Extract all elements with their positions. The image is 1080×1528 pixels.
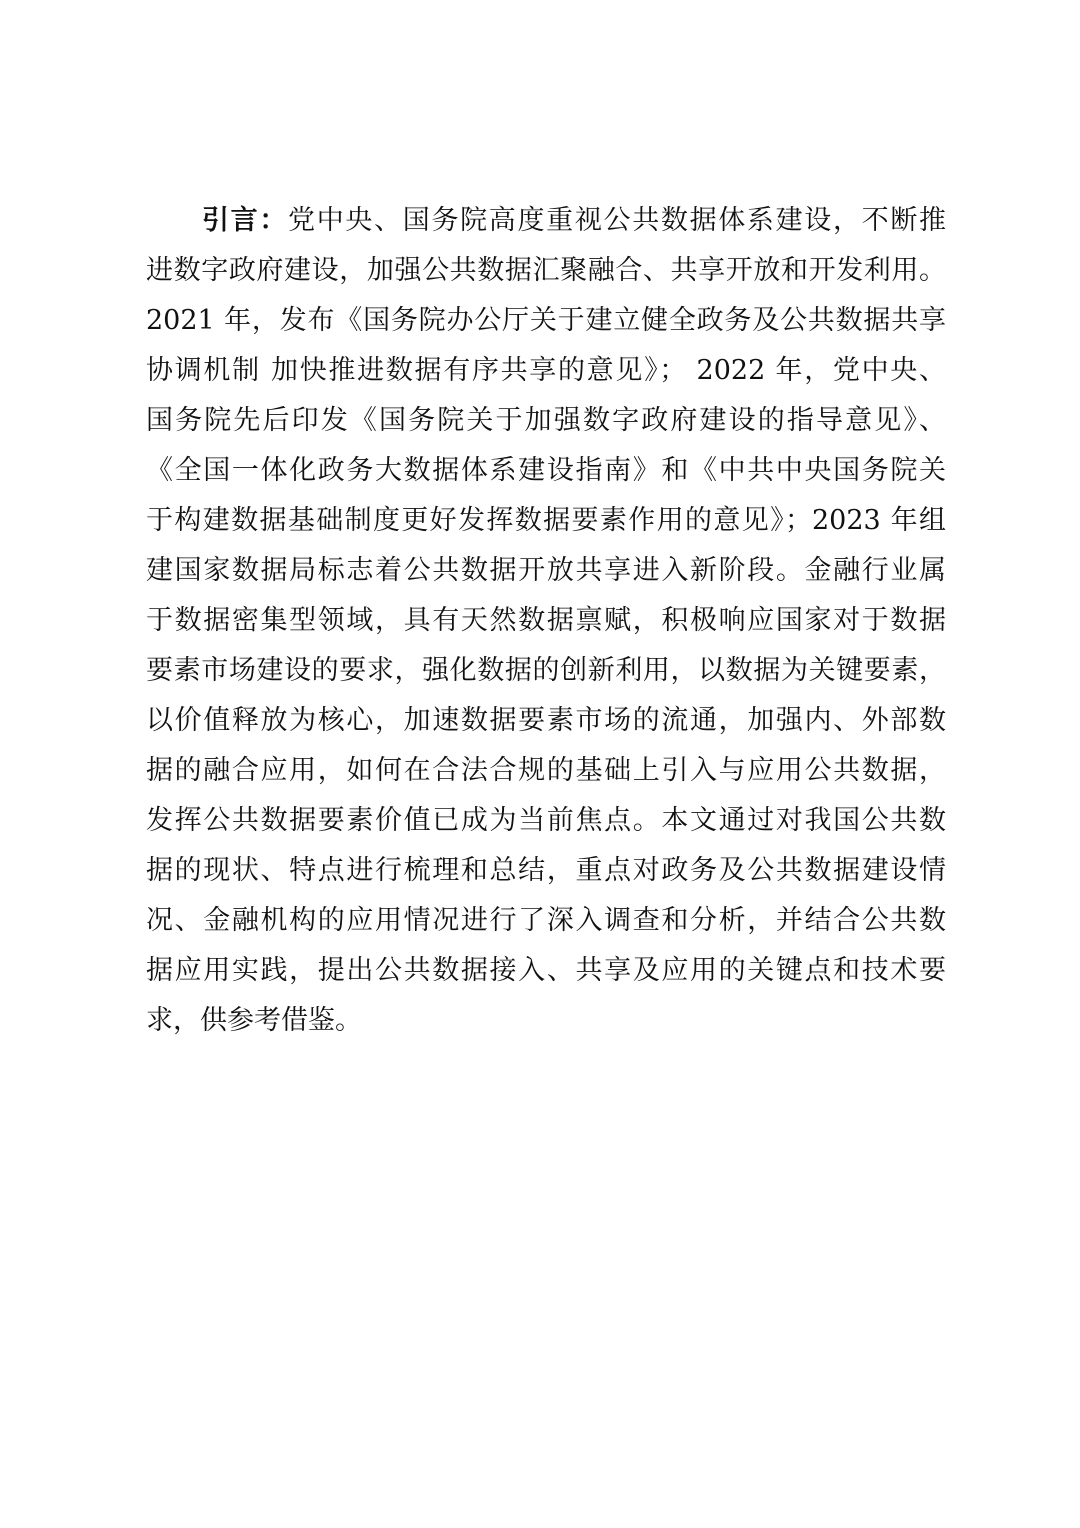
paragraph-line: 国务院先后印发《国务院关于加强数字政府建设的指导意见》、 <box>146 405 946 436</box>
paragraph-line: 于构建数据基础制度更好发挥数据要素作用的意见》；2023 年组 <box>146 505 946 536</box>
paragraph-line: 《全国一体化政务大数据体系建设指南》和《中共中央国务院关 <box>146 455 946 486</box>
paragraph-line: 据应用实践，提出公共数据接入、共享及应用的关键点和技术要 <box>146 955 946 986</box>
paragraph-line: 以价值释放为核心，加速数据要素市场的流通，加强内、外部数 <box>146 705 946 736</box>
paragraph-line: 协调机制 加快推进数据有序共享的意见》； 2022 年，党中央、 <box>146 355 946 386</box>
paragraph-line: 进数字政府建设，加强公共数据汇聚融合、共享开放和开发利用。 <box>146 255 946 286</box>
paragraph-line: 据的现状、特点进行梳理和总结，重点对政务及公共数据建设情 <box>146 855 946 886</box>
paragraph-line: 2021 年，发布《国务院办公厅关于建立健全政务及公共数据共享 <box>146 305 946 336</box>
paragraph-line: 况、金融机构的应用情况进行了深入调查和分析，并结合公共数 <box>146 905 946 936</box>
paragraph-line: 建国家数据局标志着公共数据开放共享进入新阶段。金融行业属 <box>146 555 946 586</box>
paragraph-line: 发挥公共数据要素价值已成为当前焦点。本文通过对我国公共数 <box>146 805 946 836</box>
paragraph-line <box>146 196 946 246</box>
lead-label: 引言： <box>202 205 289 236</box>
line-text: 党中央、国务院高度重视公共数据体系建设，不断推 <box>288 205 947 236</box>
intro-paragraph <box>146 196 946 1046</box>
paragraph-line: 据的融合应用，如何在合法合规的基础上引入与应用公共数据， <box>146 755 946 786</box>
paragraph-line: 求，供参考借鉴。 <box>146 1005 362 1036</box>
paragraph-line: 于数据密集型领域，具有天然数据禀赋，积极响应国家对于数据 <box>146 605 946 636</box>
paragraph-line: 要素市场建设的要求，强化数据的创新利用，以数据为关键要素， <box>146 655 946 686</box>
